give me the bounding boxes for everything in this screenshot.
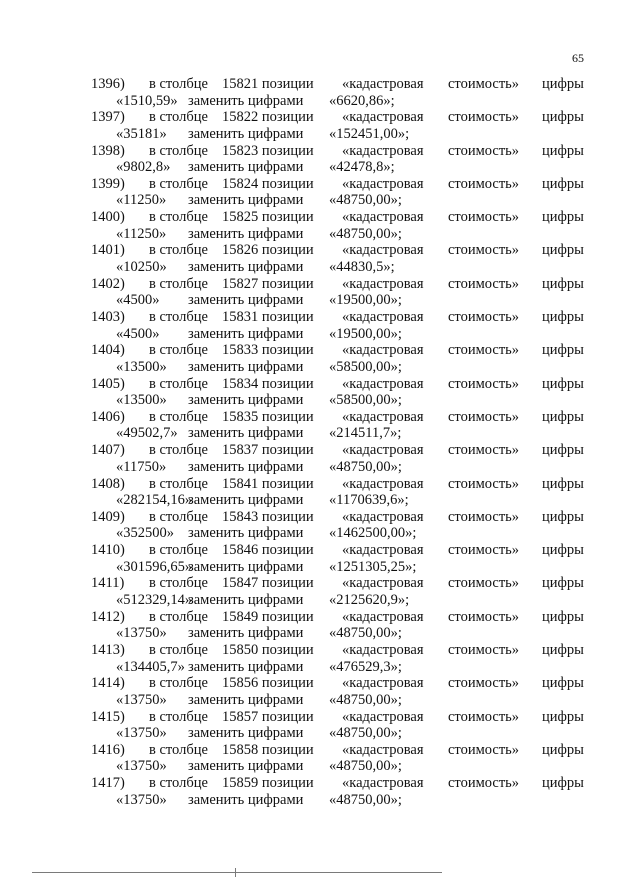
- entry-number: 1407): [91, 442, 125, 459]
- old-value: «13750»: [116, 791, 167, 808]
- position-number: 15827: [222, 275, 259, 292]
- amendment-entry: [0, 476, 640, 509]
- entry-number: 1413): [91, 642, 125, 659]
- column-label: в столбце: [149, 175, 208, 192]
- position-ref: [222, 575, 314, 591]
- old-value: «13750»: [116, 691, 167, 708]
- position-ref: [222, 276, 314, 292]
- amendment-entry: [0, 109, 640, 142]
- digits-label: цифры: [542, 575, 584, 592]
- column-label: в столбце: [149, 408, 208, 425]
- amendment-entry: [0, 76, 640, 109]
- position-number: 15849: [222, 608, 259, 625]
- cost-label: стоимость»: [448, 342, 520, 359]
- position-label: позиции: [261, 408, 314, 425]
- position-label: позиции: [261, 741, 314, 758]
- position-label: позиции: [261, 575, 314, 592]
- replace-label: заменить цифрами: [188, 458, 304, 475]
- amendment-entry: [0, 409, 640, 442]
- position-number: 15822: [222, 109, 259, 126]
- column-label: в столбце: [149, 608, 208, 625]
- position-number: 15834: [222, 375, 259, 392]
- amendment-entry: [0, 309, 640, 342]
- replace-label: заменить цифрами: [188, 125, 304, 142]
- position-ref: [222, 143, 314, 159]
- new-value: «48750,00»;: [329, 225, 402, 242]
- cost-label: стоимость»: [448, 775, 520, 792]
- column-label: в столбце: [149, 475, 208, 492]
- new-value: «19500,00»;: [329, 325, 402, 342]
- position-number: 15824: [222, 175, 259, 192]
- position-ref: [222, 409, 314, 425]
- new-value: «48750,00»;: [329, 725, 402, 742]
- position-label: позиции: [261, 542, 314, 559]
- old-value: «13750»: [116, 725, 167, 742]
- column-label: в столбце: [149, 542, 208, 559]
- old-value: «1510,59»: [116, 92, 178, 109]
- column-label: в столбце: [149, 309, 208, 326]
- position-label: позиции: [261, 675, 314, 692]
- replace-label: заменить цифрами: [188, 392, 304, 409]
- cadastral-label: «кадастровая: [342, 175, 424, 192]
- cadastral-label: «кадастровая: [342, 408, 424, 425]
- column-label: в столбце: [149, 675, 208, 692]
- new-value: «214511,7»;: [329, 425, 402, 442]
- old-value: «10250»: [116, 258, 167, 275]
- amendment-entry: [0, 709, 640, 742]
- position-ref: [222, 509, 314, 525]
- old-value: «13500»: [116, 358, 167, 375]
- old-value: «134405,7»: [116, 658, 185, 675]
- entry-number: 1411): [91, 575, 125, 592]
- cost-label: стоимость»: [448, 442, 520, 459]
- entry-number: 1412): [91, 608, 125, 625]
- replace-label: заменить цифрами: [188, 591, 304, 608]
- position-label: позиции: [261, 475, 314, 492]
- amendment-entry: [0, 642, 640, 675]
- entry-number: 1398): [91, 142, 125, 159]
- digits-label: цифры: [542, 342, 584, 359]
- new-value: «58500,00»;: [329, 392, 402, 409]
- position-number: 15837: [222, 442, 259, 459]
- cadastral-label: «кадастровая: [342, 275, 424, 292]
- digits-label: цифры: [542, 175, 584, 192]
- replace-label: заменить цифрами: [188, 225, 304, 242]
- cost-label: стоимость»: [448, 76, 520, 92]
- position-number: 15843: [222, 508, 259, 525]
- column-label: в столбце: [149, 76, 208, 92]
- column-label: в столбце: [149, 375, 208, 392]
- digits-label: цифры: [542, 775, 584, 792]
- new-value: «48750,00»;: [329, 625, 402, 642]
- replace-label: заменить цифрами: [188, 625, 304, 642]
- amendment-list: [0, 76, 640, 809]
- amendment-entry: [0, 742, 640, 775]
- column-label: в столбце: [149, 342, 208, 359]
- replace-label: заменить цифрами: [188, 758, 304, 775]
- cost-label: стоимость»: [448, 475, 520, 492]
- position-number: 15841: [222, 475, 259, 492]
- digits-label: цифры: [542, 242, 584, 259]
- position-number: 15823: [222, 142, 259, 159]
- digits-label: цифры: [542, 375, 584, 392]
- amendment-entry: [0, 176, 640, 209]
- amendment-entry: [0, 342, 640, 375]
- position-number: 15835: [222, 408, 259, 425]
- position-ref: [222, 376, 314, 392]
- cost-label: стоимость»: [448, 508, 520, 525]
- entry-number: 1400): [91, 209, 125, 226]
- position-label: позиции: [261, 309, 314, 326]
- position-ref: [222, 742, 314, 758]
- old-value: «11250»: [116, 192, 167, 209]
- column-label: в столбце: [149, 275, 208, 292]
- position-number: 15821: [222, 76, 259, 92]
- cadastral-label: «кадастровая: [342, 475, 424, 492]
- entry-number: 1401): [91, 242, 125, 259]
- position-label: позиции: [261, 708, 314, 725]
- replace-label: заменить цифрами: [188, 558, 304, 575]
- position-ref: [222, 609, 314, 625]
- replace-label: заменить цифрами: [188, 92, 304, 109]
- entry-number: 1404): [91, 342, 125, 359]
- old-value: «49502,7»: [116, 425, 178, 442]
- replace-label: заменить цифрами: [188, 258, 304, 275]
- replace-label: заменить цифрами: [188, 292, 304, 309]
- digits-label: цифры: [542, 642, 584, 659]
- replace-label: заменить цифрами: [188, 325, 304, 342]
- new-value: «58500,00»;: [329, 358, 402, 375]
- position-ref: [222, 242, 314, 258]
- amendment-entry: [0, 143, 640, 176]
- position-label: позиции: [261, 508, 314, 525]
- position-label: позиции: [261, 375, 314, 392]
- digits-label: цифры: [542, 142, 584, 159]
- cost-label: стоимость»: [448, 375, 520, 392]
- position-ref: [222, 542, 314, 558]
- position-label: позиции: [261, 175, 314, 192]
- bottom-rule: [32, 872, 442, 873]
- cost-label: стоимость»: [448, 209, 520, 226]
- entry-number: 1399): [91, 175, 125, 192]
- position-label: позиции: [261, 342, 314, 359]
- cadastral-label: «кадастровая: [342, 76, 424, 92]
- column-label: в столбце: [149, 508, 208, 525]
- digits-label: цифры: [542, 442, 584, 459]
- old-value: «13500»: [116, 392, 167, 409]
- entry-number: 1416): [91, 741, 125, 758]
- entry-number: 1396): [91, 76, 125, 92]
- position-label: позиции: [261, 109, 314, 126]
- entry-number: 1415): [91, 708, 125, 725]
- digits-label: цифры: [542, 76, 584, 92]
- cadastral-label: «кадастровая: [342, 375, 424, 392]
- old-value: «13750»: [116, 625, 167, 642]
- old-value: «11750»: [116, 458, 167, 475]
- amendment-entry: [0, 242, 640, 275]
- position-ref: [222, 342, 314, 358]
- replace-label: заменить цифрами: [188, 691, 304, 708]
- position-number: 15858: [222, 741, 259, 758]
- replace-label: заменить цифрами: [188, 725, 304, 742]
- digits-label: цифры: [542, 109, 584, 126]
- position-label: позиции: [261, 142, 314, 159]
- cost-label: стоимость»: [448, 575, 520, 592]
- amendment-entry: [0, 609, 640, 642]
- cost-label: стоимость»: [448, 408, 520, 425]
- replace-label: заменить цифрами: [188, 159, 304, 176]
- cadastral-label: «кадастровая: [342, 209, 424, 226]
- column-label: в столбце: [149, 109, 208, 126]
- column-label: в столбце: [149, 142, 208, 159]
- amendment-entry: [0, 675, 640, 708]
- entry-number: 1403): [91, 309, 125, 326]
- column-label: в столбце: [149, 642, 208, 659]
- cadastral-label: «кадастровая: [342, 309, 424, 326]
- position-ref: [222, 476, 314, 492]
- cost-label: стоимость»: [448, 608, 520, 625]
- cadastral-label: «кадастровая: [342, 708, 424, 725]
- page-number: 65: [572, 51, 584, 65]
- position-ref: [222, 709, 314, 725]
- cadastral-label: «кадастровая: [342, 642, 424, 659]
- position-number: 15846: [222, 542, 259, 559]
- replace-label: заменить цифрами: [188, 192, 304, 209]
- column-label: в столбце: [149, 575, 208, 592]
- cost-label: стоимость»: [448, 275, 520, 292]
- cadastral-label: «кадастровая: [342, 575, 424, 592]
- position-ref: [222, 642, 314, 658]
- position-ref: [222, 76, 314, 92]
- cost-label: стоимость»: [448, 708, 520, 725]
- column-label: в столбце: [149, 741, 208, 758]
- position-label: позиции: [261, 775, 314, 792]
- cadastral-label: «кадастровая: [342, 442, 424, 459]
- cost-label: стоимость»: [448, 142, 520, 159]
- cost-label: стоимость»: [448, 741, 520, 758]
- column-label: в столбце: [149, 442, 208, 459]
- amendment-entry: [0, 442, 640, 475]
- new-value: «152451,00»;: [329, 125, 410, 142]
- new-value: «2125620,9»;: [329, 591, 410, 608]
- position-label: позиции: [261, 242, 314, 259]
- amendment-entry: [0, 509, 640, 542]
- position-number: 15856: [222, 675, 259, 692]
- old-value: «13750»: [116, 758, 167, 775]
- column-label: в столбце: [149, 242, 208, 259]
- position-number: 15859: [222, 775, 259, 792]
- digits-label: цифры: [542, 542, 584, 559]
- cadastral-label: «кадастровая: [342, 542, 424, 559]
- replace-label: заменить цифрами: [188, 658, 304, 675]
- old-value: «301596,65»: [116, 558, 193, 575]
- position-label: позиции: [261, 275, 314, 292]
- new-value: «1251305,25»;: [329, 558, 417, 575]
- position-number: 15826: [222, 242, 259, 259]
- cadastral-label: «кадастровая: [342, 109, 424, 126]
- amendment-entry: [0, 209, 640, 242]
- position-label: позиции: [261, 608, 314, 625]
- position-ref: [222, 309, 314, 325]
- cost-label: стоимость»: [448, 242, 520, 259]
- new-value: «1170639,6»;: [329, 492, 409, 509]
- digits-label: цифры: [542, 408, 584, 425]
- digits-label: цифры: [542, 708, 584, 725]
- amendment-entry: [0, 575, 640, 608]
- amendment-entry: [0, 542, 640, 575]
- position-number: 15850: [222, 642, 259, 659]
- old-value: «4500»: [116, 325, 160, 342]
- replace-label: заменить цифрами: [188, 791, 304, 808]
- amendment-entry: [0, 775, 640, 808]
- position-ref: [222, 176, 314, 192]
- column-label: в столбце: [149, 209, 208, 226]
- new-value: «6620,86»;: [329, 92, 395, 109]
- digits-label: цифры: [542, 508, 584, 525]
- entry-number: 1409): [91, 508, 125, 525]
- new-value: «48750,00»;: [329, 192, 402, 209]
- entry-number: 1402): [91, 275, 125, 292]
- entry-number: 1408): [91, 475, 125, 492]
- entry-number: 1405): [91, 375, 125, 392]
- digits-label: цифры: [542, 475, 584, 492]
- old-value: «512329,14»: [116, 591, 193, 608]
- cost-label: стоимость»: [448, 542, 520, 559]
- column-label: в столбце: [149, 708, 208, 725]
- digits-label: цифры: [542, 209, 584, 226]
- cadastral-label: «кадастровая: [342, 675, 424, 692]
- amendment-entry: [0, 376, 640, 409]
- position-number: 15857: [222, 708, 259, 725]
- old-value: «11250»: [116, 225, 167, 242]
- cost-label: стоимость»: [448, 175, 520, 192]
- digits-label: цифры: [542, 275, 584, 292]
- digits-label: цифры: [542, 309, 584, 326]
- cadastral-label: «кадастровая: [342, 741, 424, 758]
- entry-number: 1406): [91, 408, 125, 425]
- position-label: позиции: [261, 442, 314, 459]
- position-number: 15833: [222, 342, 259, 359]
- position-ref: [222, 775, 314, 791]
- entry-number: 1397): [91, 109, 125, 126]
- position-label: позиции: [261, 642, 314, 659]
- new-value: «44830,5»;: [329, 258, 395, 275]
- new-value: «1462500,00»;: [329, 525, 417, 542]
- digits-label: цифры: [542, 608, 584, 625]
- digits-label: цифры: [542, 741, 584, 758]
- position-label: позиции: [261, 209, 314, 226]
- entry-number: 1414): [91, 675, 125, 692]
- replace-label: заменить цифрами: [188, 425, 304, 442]
- position-ref: [222, 675, 314, 691]
- new-value: «476529,3»;: [329, 658, 402, 675]
- replace-label: заменить цифрами: [188, 358, 304, 375]
- replace-label: заменить цифрами: [188, 525, 304, 542]
- position-ref: [222, 442, 314, 458]
- new-value: «48750,00»;: [329, 458, 402, 475]
- position-ref: [222, 209, 314, 225]
- old-value: «282154,16»: [116, 492, 193, 509]
- bottom-rule-tick: [235, 868, 236, 877]
- cadastral-label: «кадастровая: [342, 508, 424, 525]
- column-label: в столбце: [149, 775, 208, 792]
- new-value: «48750,00»;: [329, 758, 402, 775]
- new-value: «48750,00»;: [329, 791, 402, 808]
- new-value: «48750,00»;: [329, 691, 402, 708]
- cadastral-label: «кадастровая: [342, 242, 424, 259]
- cadastral-label: «кадастровая: [342, 775, 424, 792]
- position-number: 15847: [222, 575, 259, 592]
- new-value: «19500,00»;: [329, 292, 402, 309]
- position-number: 15831: [222, 309, 259, 326]
- amendment-entry: [0, 276, 640, 309]
- cadastral-label: «кадастровая: [342, 608, 424, 625]
- cost-label: стоимость»: [448, 675, 520, 692]
- cadastral-label: «кадастровая: [342, 142, 424, 159]
- cadastral-label: «кадастровая: [342, 342, 424, 359]
- cost-label: стоимость»: [448, 109, 520, 126]
- new-value: «42478,8»;: [329, 159, 395, 176]
- cost-label: стоимость»: [448, 309, 520, 326]
- old-value: «9802,8»: [116, 159, 171, 176]
- position-number: 15825: [222, 209, 259, 226]
- cost-label: стоимость»: [448, 642, 520, 659]
- position-ref: [222, 109, 314, 125]
- digits-label: цифры: [542, 675, 584, 692]
- old-value: «352500»: [116, 525, 174, 542]
- position-label: позиции: [261, 76, 314, 92]
- entry-number: 1410): [91, 542, 125, 559]
- replace-label: заменить цифрами: [188, 492, 304, 509]
- old-value: «35181»: [116, 125, 167, 142]
- old-value: «4500»: [116, 292, 160, 309]
- entry-number: 1417): [91, 775, 125, 792]
